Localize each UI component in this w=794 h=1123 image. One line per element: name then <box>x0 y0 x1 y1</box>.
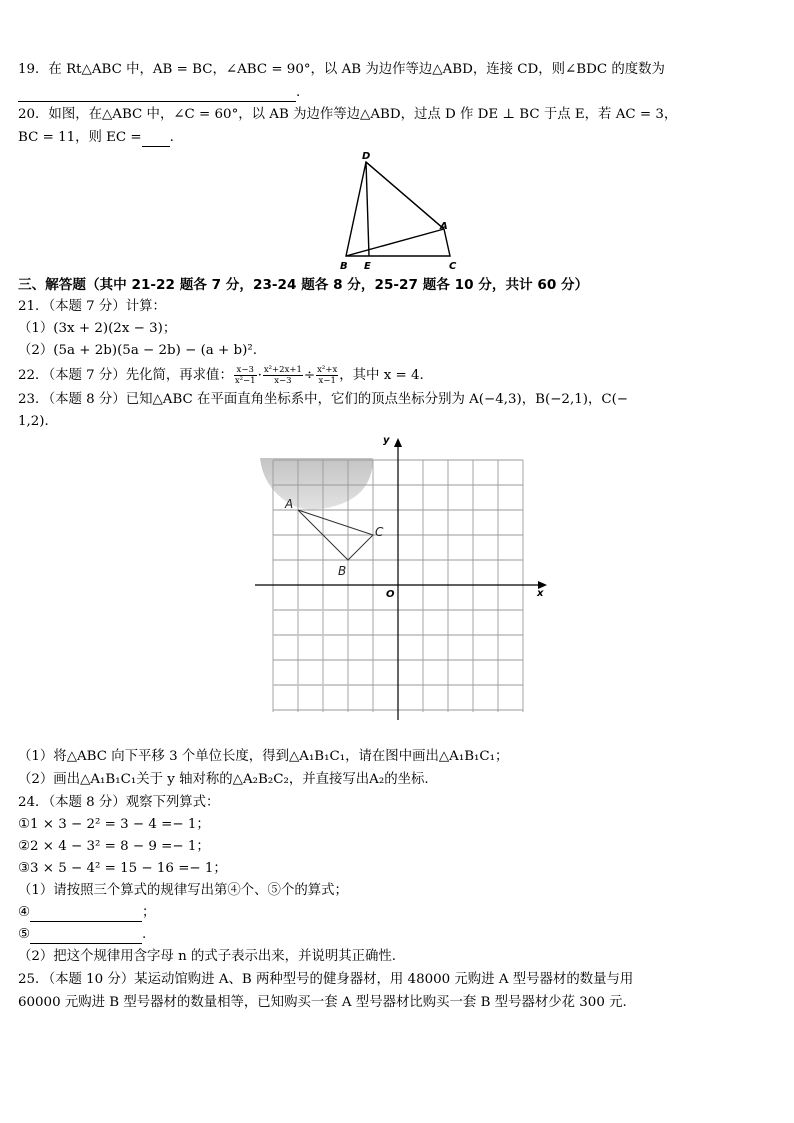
q25-line1: 25．（本题 10 分）某运动馆购进 A、B 两种型号的健身器材，用 48000 元购进 A 型号器材的数量与用 <box>18 972 634 987</box>
q24-part2: （2）把这个规律用含字母 n 的式子表示出来，并说明其正确性. <box>18 949 397 964</box>
q23-line2: 1,2). <box>18 414 49 429</box>
q25-line2: 60000 元购进 B 型号器材的数量相等，已知购买一套 A 型号器材比购买一套 B 型号器材少花 300 元. <box>18 995 627 1010</box>
q22-f3-denominator: x−1 <box>318 376 336 386</box>
q22-f1-numerator: x−3 <box>234 365 257 376</box>
q22-suffix: ，其中 x = 4. <box>339 368 424 383</box>
q21-part2: （2）(5a + 2b)(5a − 2b) − (a + b)². <box>18 343 257 358</box>
q24-blank-5-row <box>18 926 780 944</box>
q24-part1: （1）请按照三个算式的规律写出第④个、⑤个的算式； <box>18 883 348 898</box>
q19-end: . <box>296 85 301 100</box>
q23-y-label: y <box>383 435 390 446</box>
q23-y-arrow <box>394 438 402 447</box>
q21-intro: 21．（本题 7 分）计算： <box>18 299 166 314</box>
q23-line1: 23．（本题 8 分）已知△ABC 在平面直角坐标系中，它们的顶点坐标分别为 A(−4,3)，B(−2,1)，C(− <box>18 392 629 407</box>
q20-segment-da <box>366 162 444 229</box>
q20-segment-ab <box>346 229 444 256</box>
q23-x-label: x <box>537 588 544 599</box>
q24-blank-4-row <box>18 904 780 922</box>
q20-line2-suffix: . <box>169 130 174 145</box>
q23-origin-label: O <box>386 589 395 600</box>
q22-divide: ÷ <box>303 368 316 383</box>
q20-label-c: C <box>449 261 457 272</box>
q22-f3-numerator: x²+x <box>317 365 338 375</box>
q22-fraction-2 <box>263 365 303 386</box>
q19-text: 19．在 Rt△ABC 中，AB = BC，∠ABC = 90°，以 AB 为边作等边△ABD，连接 CD，则∠BDC 的度数为 <box>18 62 665 77</box>
q20-label-b: B <box>340 261 348 272</box>
q23-label-c: C <box>375 525 384 539</box>
q22-f2-numerator: x²+2x+1 <box>263 365 302 375</box>
q23-shaded-region <box>260 458 373 510</box>
q24-blank-5-end: . <box>142 927 147 942</box>
q22-dot: · <box>257 368 262 383</box>
q20-label-a: A <box>440 221 448 232</box>
q22-f2-denominator: x−3 <box>274 376 292 386</box>
q20-segment-de <box>366 162 369 256</box>
q20-triangle-figure <box>328 145 468 272</box>
q23-part1: （1）将△ABC 向下平移 3 个单位长度，得到△A₁B₁C₁，请在图中画出△A₁B₁C₁； <box>18 749 509 764</box>
q24-equation-3: ③3 × 5 − 4² = 15 − 16 =− 1； <box>18 861 227 876</box>
q22-fraction-3 <box>316 365 338 386</box>
q19-answer-line <box>18 84 780 102</box>
q24-blank-5 <box>30 929 142 944</box>
q23-coordinate-grid <box>255 430 555 726</box>
q21-part1: （1）(3x + 2)(2x − 3)； <box>18 321 177 336</box>
q24-equation-2: ②2 × 4 − 3² = 8 − 9 =− 1； <box>18 839 210 854</box>
q22-f1-denominator: x²−1 <box>234 376 256 386</box>
q24-intro: 24．（本题 8 分）观察下列算式： <box>18 795 220 810</box>
q24-blank-4 <box>30 907 142 922</box>
q22-fraction-1 <box>234 365 257 386</box>
q22-prefix: 22．（本题 7 分）先化简，再求值： <box>18 368 233 383</box>
q22-line <box>18 364 780 388</box>
section3-heading: 三、解答题（其中 21-22 题各 7 分，23-24 题各 8 分，25-27 题各 10 分，共计 60 分） <box>18 277 589 293</box>
q24-blank-5-mark: ⑤ <box>18 927 31 942</box>
q23-label-b: B <box>338 564 347 578</box>
q20-answer-blank <box>142 132 170 147</box>
q20-label-e: E <box>364 261 371 272</box>
q20-line1: 20．如图，在△ABC 中，∠C = 60°，以 AB 为边作等边△ABD，过点 D 作 DE ⊥ BC 于点 E，若 AC = 3， <box>18 107 678 122</box>
q24-blank-4-mark: ④ <box>18 905 31 920</box>
q24-blank-4-end: ； <box>142 905 156 920</box>
q23-label-a: A <box>285 497 294 511</box>
q20-line2-prefix: BC = 11，则 EC = <box>18 130 142 145</box>
q19-answer-blank <box>18 87 296 102</box>
q23-part2: （2）画出△A₁B₁C₁关于 y 轴对称的△A₂B₂C₂，并直接写出A₂的坐标. <box>18 772 429 787</box>
q24-equation-1: ①1 × 3 − 2² = 3 − 4 =− 1； <box>18 817 210 832</box>
q20-label-d: D <box>362 151 371 162</box>
